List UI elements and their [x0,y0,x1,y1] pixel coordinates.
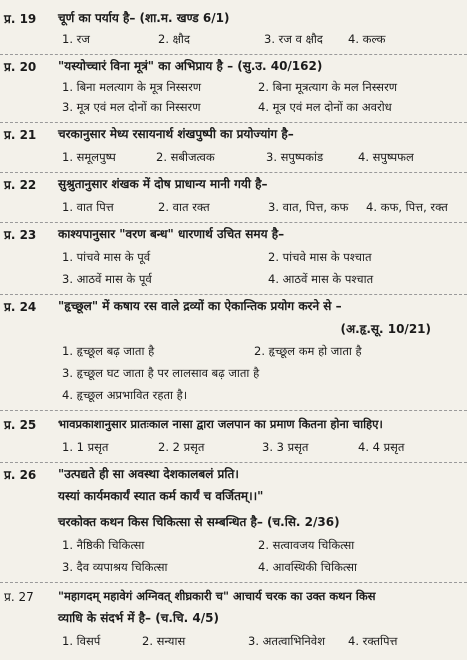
option: 2. बिना मूत्रत्याग के मल निस्सरण [258,80,398,94]
options-row [58,200,463,218]
question-number: प्र. 23 [4,228,37,242]
question-text: "उत्पद्यते ही सा अवस्था देशकालबलं प्रति। [58,467,239,481]
option: 1. नैष्ठिकी चिकित्सा [62,538,145,552]
option: 4. आठवें मास के पश्चात [268,272,374,286]
option: 4. सपुष्पफल [358,150,414,164]
question-text: चूर्ण का पर्याय है– (शा.म. खण्ड 6/1) [58,11,230,25]
options-row [58,440,463,458]
question-text: "हृच्छूल" में कषाय रस वाले द्रव्यों का ऐकान्तिक प्रयोग करने से – [58,299,342,313]
divider [0,294,467,295]
options-row [58,560,463,578]
option: 4. मूत्र एवं मल दोनों का अवरोध [258,100,392,114]
question-text: "यस्योच्चारं विना मूत्रं" का अभिप्राय है – (सु.उ. 40/162) [58,59,323,73]
option: 2. सत्वावजय चिकित्सा [258,538,355,552]
question-text-line: व्याधि के संदर्भ में है– (च.चि. 4/5) [58,611,219,625]
option: 1. पांचवे मास के पूर्व [62,250,151,264]
option: 3. दैव व्यपाश्रय चिकित्सा [62,560,168,574]
options-row [58,344,463,362]
option: 2. 2 प्रसृत [158,440,205,454]
options-row [58,150,463,168]
option: 2. वात रक्त [158,200,210,214]
option: 3. वात, पित्त, कफ [268,200,349,214]
option: 1. समूलपुष्प [62,150,116,164]
option: 4. कल्क [348,32,386,46]
question-text: सुश्रुतानुसार शंखक में दोष प्राधान्य मानी गयी है– [58,177,268,191]
divider [0,410,467,411]
divider [0,172,467,173]
option: 2. हृच्छूल कम हो जाता है [254,344,362,358]
question-number: प्र. 22 [4,178,37,192]
question-number: प्र. 27 [4,590,34,604]
option: 1. 1 प्रसृत [62,440,109,454]
question-text: चरकानुसार मेध्य रसायनार्थ शंखपुष्पी का प्रयोज्यांग है– [58,127,294,141]
divider [0,122,467,123]
option: 3. आठवें मास के पूर्व [62,272,152,286]
question-number: प्र. 25 [4,418,37,432]
options-row [58,80,463,98]
divider [0,582,467,583]
options-row [58,634,463,652]
option: 2. सन्यास [142,634,186,648]
option: 1. हृच्छूल बढ़ जाता है [62,344,155,358]
option: 3. अतत्वाभिनिवेश [248,634,326,648]
option: 3. रज व क्षौद [264,32,323,46]
option: 4. कफ, पित्त, रक्त [366,200,448,214]
option: 3. सपुष्पकांड [266,150,324,164]
question-number: प्र. 26 [4,468,37,482]
options-row [58,272,463,290]
divider [0,222,467,223]
options-row [58,366,463,384]
question-text-line: चरकोक्त कथन किस चिकित्सा से सम्बन्धित है– (च.सि. 2/36) [58,515,340,529]
option: 3. 3 प्रसृत [262,440,309,454]
question-text: काश्यपानुसार "वरण बन्ध" धारणार्थ उचित समय है– [58,227,285,241]
options-row [58,388,463,406]
option: 1. रज [62,32,90,46]
option: 4. हृच्छूल अप्रभावित रहता है। [62,388,188,402]
question-number: प्र. 24 [4,300,37,314]
option: 3. मूत्र एवं मल दोनों का निस्सरण [62,100,201,114]
reference: (अ.हृ.सू. 10/21) [340,322,431,336]
divider [0,54,467,55]
question-text: भावप्रकाशानुसार प्रातःकाल नासा द्वारा जलपान का प्रमाण कितना होना चाहिए। [58,417,383,431]
question-text: "महागदम् महावेगं अग्निवत् शीघ्रकारी च" आचार्य चरक का उक्त कथन किस [58,589,376,603]
option: 3. हृच्छूल घट जाता है पर लालसाव बढ़ जाता है [62,366,260,380]
question-number: प्र. 21 [4,128,37,142]
question-number: प्र. 20 [4,60,37,74]
option: 4. 4 प्रसृत [358,440,405,454]
divider [0,462,467,463]
options-row [58,538,463,556]
options-row [58,250,463,268]
option: 4. आवस्थिकी चिकित्सा [258,560,357,574]
option: 2. क्षौद [158,32,190,46]
option: 2. पांचवे मास के पश्चात [268,250,372,264]
options-row [58,100,463,118]
options-row [58,32,463,50]
option: 1. विसर्प [62,634,101,648]
option: 1. वात पित्त [62,200,114,214]
question-text-line: यस्यां कार्यमकार्यं स्यात कर्म कार्यं च वर्जितम्।।" [58,489,264,503]
question-number: प्र. 19 [4,12,37,26]
option: 2. सबीजत्वक [156,150,215,164]
option: 4. रक्तपित्त [348,634,398,648]
option: 1. बिना मलत्याग के मूत्र निस्सरण [62,80,202,94]
